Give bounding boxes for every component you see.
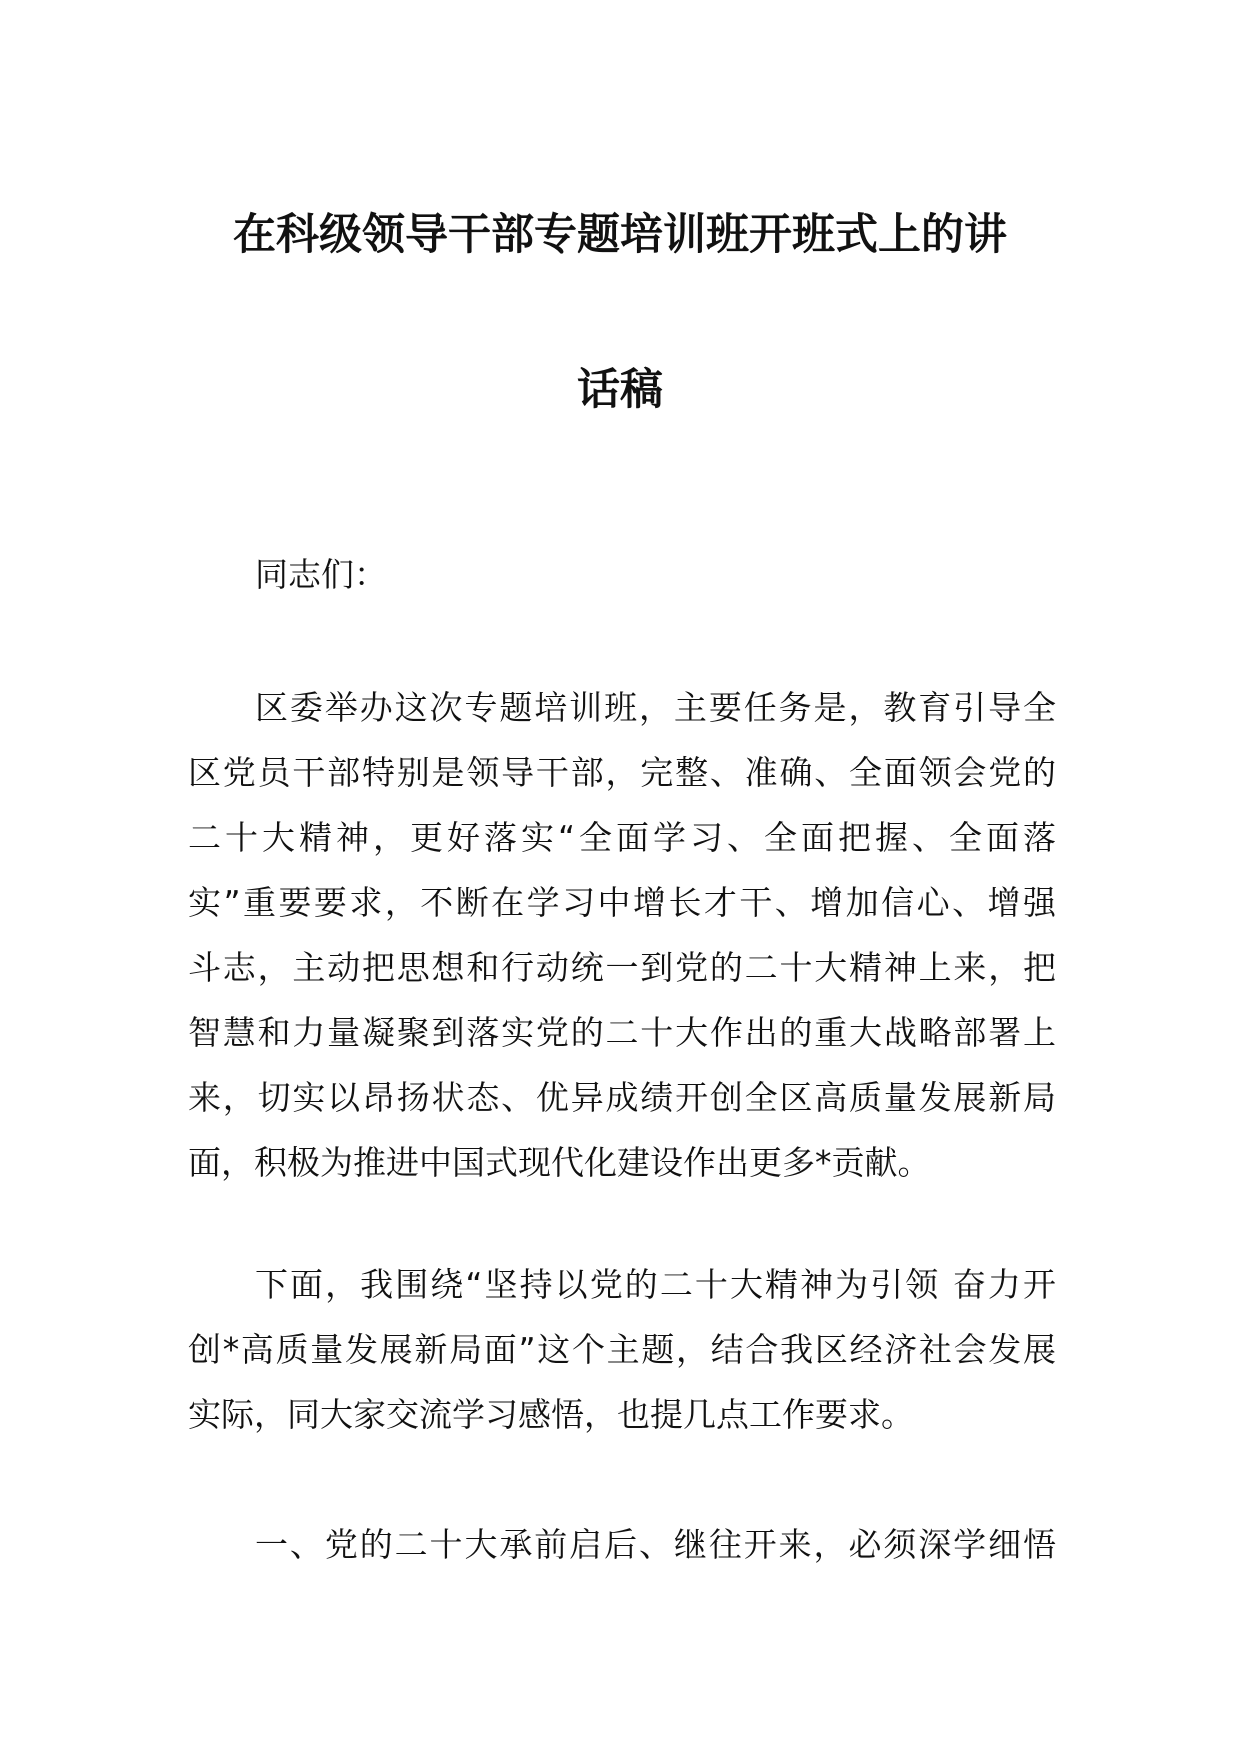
paragraph-1-line-3: 二十大精神，更好落实“全面学习、全面把握、全面落 [188,818,1056,857]
paragraph-1-line-4: 实”重要要求，不断在学习中增长才干、增加信心、增强 [188,883,1056,922]
document-title-line-1: 在科级领导干部专题培训班开班式上的讲 [233,210,1007,260]
paragraph-1-line-8: 面，积极为推进中国式现代化建设作出更多*贡献。 [188,1143,931,1182]
section-heading-1-line-1: 一、党的二十大承前启后、继往开来，必须深学细悟 [255,1525,1056,1564]
paragraph-2 [188,1252,1056,1447]
paragraph-1-line-5: 斗志，主动把思想和行动统一到党的二十大精神上来，把 [188,948,1056,987]
document-title-line-2: 话稿 [577,365,663,415]
paragraph-1 [188,675,1056,1195]
paragraph-2-line-1: 下面，我围绕“坚持以党的二十大精神为引领 奋力开 [255,1265,1056,1304]
paragraph-1-line-6: 智慧和力量凝聚到落实党的二十大作出的重大战略部署上 [188,1013,1056,1052]
paragraph-1-line-2: 区党员干部特别是领导干部，完整、准确、全面领会党的 [188,753,1056,792]
greeting-text: 同志们： [255,555,387,594]
paragraph-2-line-3: 实际，同大家交流学习感悟，也提几点工作要求。 [188,1395,914,1434]
section-heading-1 [188,1512,1056,1577]
greeting [188,542,1056,607]
paragraph-1-line-7: 来，切实以昂扬状态、优异成绩开创全区高质量发展新局 [188,1078,1056,1117]
paragraph-1-line-1: 区委举办这次专题培训班，主要任务是，教育引导全 [255,688,1056,727]
paragraph-2-line-2: 创*高质量发展新局面”这个主题，结合我区经济社会发展 [188,1330,1056,1369]
